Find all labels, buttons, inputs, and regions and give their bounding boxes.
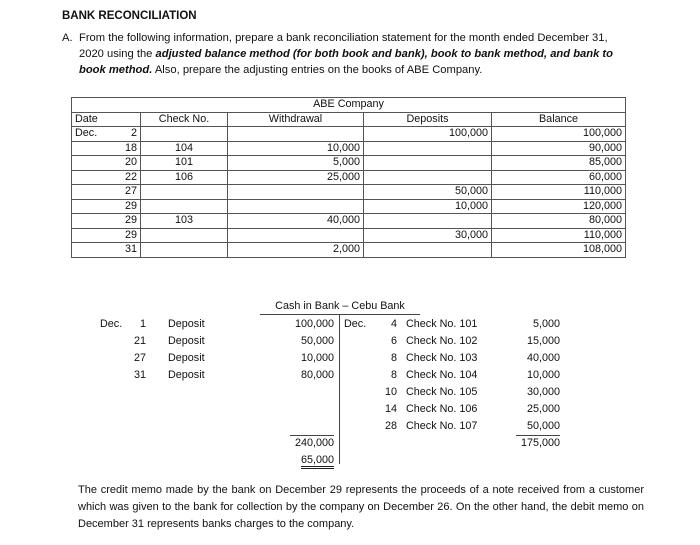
- debit-amount: 10,000: [300, 352, 334, 364]
- check-no-cell: 103: [141, 214, 228, 229]
- debit-description: Deposit: [168, 335, 205, 347]
- credit-amount: 10,000: [526, 369, 560, 381]
- instruction-line-2: 2020 using the adjusted balance method (for both book and bank), book to bank method, and bank to: [79, 48, 613, 60]
- credit-month: [344, 384, 372, 400]
- credit-month: [344, 350, 372, 366]
- credit-amount: 25,000: [526, 403, 560, 415]
- date-month-cell: [72, 214, 105, 229]
- debit-total-rule: [290, 435, 334, 436]
- header-date: Date: [72, 112, 141, 127]
- debit-day: 21: [133, 335, 146, 347]
- date-day-cell: 2: [105, 127, 141, 142]
- date-month-cell: [72, 170, 105, 185]
- table-header-row: [72, 112, 626, 127]
- deposit-cell: 50,000: [364, 185, 492, 200]
- check-no-cell: [141, 228, 228, 243]
- ending-balance-value: 65,000: [301, 454, 334, 469]
- withdrawal-cell: 2,000: [228, 243, 364, 258]
- balance-cell: 80,000: [492, 214, 626, 229]
- table-body: [72, 127, 626, 258]
- cash-in-bank-t-account: [100, 300, 580, 470]
- table-row: [72, 156, 626, 171]
- date-day-cell: 29: [105, 199, 141, 214]
- debit-day: 31: [133, 369, 146, 381]
- deposit-cell: 100,000: [364, 127, 492, 142]
- deposit-cell: 10,000: [364, 199, 492, 214]
- withdrawal-cell: 5,000: [228, 156, 364, 171]
- date-month-cell: [72, 243, 105, 258]
- check-no-cell: [141, 127, 228, 142]
- check-no-cell: 101: [141, 156, 228, 171]
- credit-total-rule: [516, 435, 560, 436]
- balance-cell: 100,000: [492, 127, 626, 142]
- credit-day: 10: [384, 386, 397, 398]
- debit-description: Deposit: [168, 369, 205, 381]
- credit-description: Check No. 102: [406, 335, 478, 347]
- credit-amount: 15,000: [526, 335, 560, 347]
- withdrawal-cell: [228, 199, 364, 214]
- instruction-line-3: book method. Also, prepare the adjusting entries on the books of ABE Company.: [79, 64, 483, 76]
- debit-amount: 80,000: [300, 369, 334, 381]
- withdrawal-cell: [228, 228, 364, 243]
- credit-description: Check No. 105: [406, 386, 478, 398]
- deposit-cell: [364, 170, 492, 185]
- t-account-vertical-rule: [339, 314, 340, 464]
- withdrawal-cell: [228, 185, 364, 200]
- header-deposits: Deposits: [364, 112, 492, 127]
- credit-month: Dec.: [344, 318, 367, 330]
- balance-cell: 110,000: [492, 185, 626, 200]
- table-caption-row: [72, 98, 626, 113]
- withdrawal-cell: [228, 127, 364, 142]
- credit-day: 28: [384, 420, 397, 432]
- balance-cell: 85,000: [492, 156, 626, 171]
- header-check-no: Check No.: [141, 112, 228, 127]
- page-title: BANK RECONCILIATION: [62, 10, 197, 22]
- table-row: [72, 214, 626, 229]
- debit-month: Dec.: [100, 318, 123, 330]
- date-month-cell: [72, 141, 105, 156]
- table-row: [72, 199, 626, 214]
- withdrawal-cell: 40,000: [228, 214, 364, 229]
- table-row: [72, 243, 626, 258]
- credit-description: Check No. 104: [406, 369, 478, 381]
- deposit-cell: [364, 141, 492, 156]
- debit-month: [100, 350, 126, 366]
- credit-month: [344, 401, 372, 417]
- t-account-title: Cash in Bank – Cebu Bank: [275, 300, 405, 312]
- deposit-cell: [364, 214, 492, 229]
- bank-statement-table: [71, 97, 626, 258]
- balance-cell: 60,000: [492, 170, 626, 185]
- debit-day: 27: [133, 352, 146, 364]
- debit-amount: 50,000: [300, 335, 334, 347]
- table-row: [72, 185, 626, 200]
- debit-total: 240,000: [294, 437, 334, 449]
- credit-description: Check No. 103: [406, 352, 478, 364]
- instructions: [62, 30, 642, 78]
- table-row: [72, 228, 626, 243]
- date-day-cell: 29: [105, 214, 141, 229]
- instruction-line-1: A. From the following information, prepare a bank reconciliation statement for the month ended December 31,: [62, 32, 608, 44]
- credit-description: Check No. 106: [406, 403, 478, 415]
- date-day-cell: 27: [105, 185, 141, 200]
- credit-month: [344, 418, 372, 434]
- balance-cell: 120,000: [492, 199, 626, 214]
- credit-amount: 5,000: [532, 318, 560, 330]
- date-month-cell: [72, 228, 105, 243]
- credit-month: [344, 367, 372, 383]
- credit-day: 14: [384, 403, 397, 415]
- balance-cell: 90,000: [492, 141, 626, 156]
- check-no-cell: [141, 199, 228, 214]
- credit-total: 175,000: [520, 437, 560, 449]
- credit-description: Check No. 101: [406, 318, 478, 330]
- check-no-cell: [141, 185, 228, 200]
- debit-month: [100, 367, 126, 383]
- date-day-cell: 18: [105, 141, 141, 156]
- header-balance: Balance: [492, 112, 626, 127]
- debit-description: Deposit: [168, 352, 205, 364]
- deposit-cell: 30,000: [364, 228, 492, 243]
- check-no-cell: 106: [141, 170, 228, 185]
- date-day-cell: 31: [105, 243, 141, 258]
- credit-day: 4: [390, 318, 397, 330]
- credit-description: Check No. 107: [406, 420, 478, 432]
- deposit-cell: [364, 156, 492, 171]
- t-account-horizontal-rule: [260, 314, 420, 315]
- footnote: The credit memo made by the bank on December 29 represents the proceeds of a note received from a customer which was given to the bank for collection by the company on December 26. On the other hand, the debit memo on December 31 represents banks charges to the company.: [78, 484, 644, 530]
- check-no-cell: 104: [141, 141, 228, 156]
- date-month-cell: Dec.: [72, 127, 105, 142]
- balance-cell: 110,000: [492, 228, 626, 243]
- credit-amount: 30,000: [526, 386, 560, 398]
- debit-description: Deposit: [168, 318, 205, 330]
- instruction-label: A.: [62, 32, 73, 44]
- check-no-cell: [141, 243, 228, 258]
- date-day-cell: 20: [105, 156, 141, 171]
- date-month-cell: [72, 185, 105, 200]
- debit-month: [100, 333, 126, 349]
- date-day-cell: 22: [105, 170, 141, 185]
- credit-amount: 50,000: [526, 420, 560, 432]
- table-row: [72, 141, 626, 156]
- credit-day: 8: [390, 369, 397, 381]
- date-month-cell: [72, 199, 105, 214]
- credit-amount: 40,000: [526, 352, 560, 364]
- debit-day: 1: [139, 318, 146, 330]
- date-day-cell: 29: [105, 228, 141, 243]
- date-month-cell: [72, 156, 105, 171]
- ending-balance: [260, 452, 334, 468]
- debit-amount: 100,000: [294, 318, 334, 330]
- header-withdrawal: Withdrawal: [228, 112, 364, 127]
- deposit-cell: [364, 243, 492, 258]
- table-row: [72, 127, 626, 142]
- credit-month: [344, 333, 372, 349]
- credit-day: 8: [390, 352, 397, 364]
- withdrawal-cell: 25,000: [228, 170, 364, 185]
- credit-day: 6: [390, 335, 397, 347]
- table-row: [72, 170, 626, 185]
- company-name: ABE Company: [72, 98, 626, 113]
- balance-cell: 108,000: [492, 243, 626, 258]
- withdrawal-cell: 10,000: [228, 141, 364, 156]
